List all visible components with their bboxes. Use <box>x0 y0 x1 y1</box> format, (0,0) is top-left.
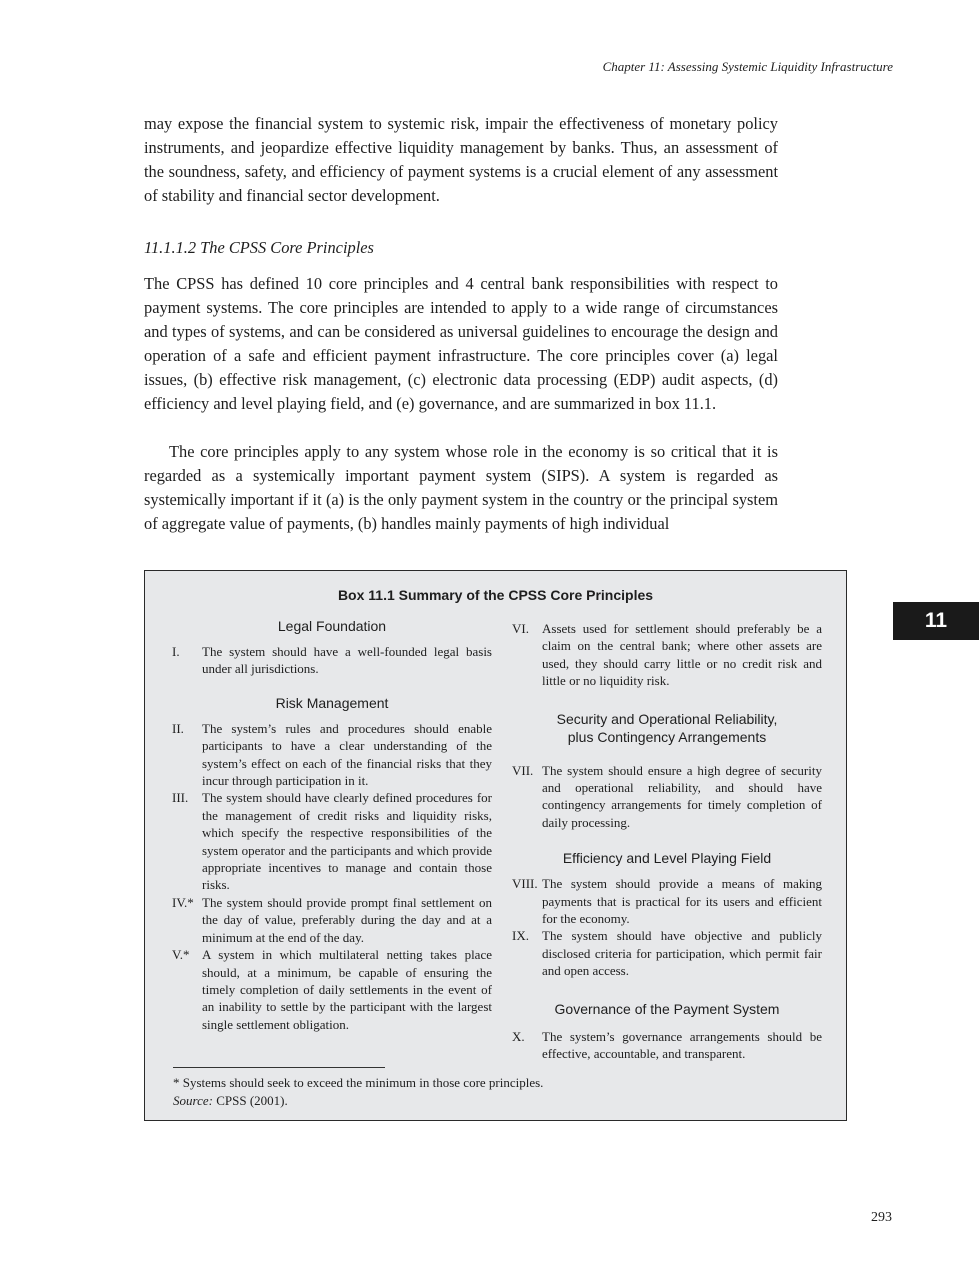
principle-number: III. <box>172 790 189 806</box>
principle-number: VII. <box>512 762 534 778</box>
principle-number: IX. <box>512 928 529 944</box>
subheading-efficiency: Efficiency and Level Playing Field <box>562 850 772 867</box>
principle-item <box>172 789 492 893</box>
principle-number: I. <box>172 644 180 659</box>
principle-text: The system should ensure a high degree of security and operational reliability, and should have contingency arrangements for timely completion of daily processing. <box>542 762 822 830</box>
principle-item <box>172 894 492 946</box>
body-paragraph: The core principles apply to any system whose role in the economy is so critical that it is regarded as a systemically important payment system (SIPS). A system is regarded as systemically important if it (a) is the only payment system in the country or the principal system of aggregate value of payments, (b) handles mainly payments of high individual <box>144 442 778 533</box>
principle-item <box>512 875 822 927</box>
section-heading: 11.1.1.2 The CPSS Core Principles <box>144 238 374 257</box>
chapter-tab: 11 <box>893 602 979 640</box>
principle-item <box>172 946 492 1033</box>
principle-text: The system’s governance arrangements should be effective, accountable, and transparent. <box>542 1028 822 1062</box>
principle-text: The system should provide a means of making payments that is practical for its users and efficient for the economy. <box>542 876 822 927</box>
source-label: Source: <box>173 1093 213 1108</box>
principle-text: The system’s rules and procedures should enable participants to have a clear understanding of the system’s effect on each of the financial risks that they incur through participation in it. <box>202 720 492 789</box>
principle-text: Assets used for settlement should preferably be a claim on the central bank; where other assets are used, they should carry little or no credit risk and little or no liquidity risk. <box>542 621 822 689</box>
page-number: 293 <box>871 1210 892 1225</box>
principle-text: The system should have a well-founded legal basis under all jurisdictions. <box>202 644 492 677</box>
principle-item <box>172 720 492 790</box>
source-line <box>173 1092 288 1109</box>
principle-number: X. <box>512 1028 525 1044</box>
principle-item <box>172 643 492 678</box>
box-title: Box 11.1 Summary of the CPSS Core Principles <box>337 587 654 603</box>
subheading-security: Security and Operational Reliability, <box>556 710 778 727</box>
body-paragraph: may expose the financial system to systemic risk, impair the effectiveness of monetary policy instruments, and jeopardize effective liquidity management by banks. Thus, an assessment of the soundness, safety, and efficiency of payment systems is a crucial element of any assessment of stability and financial sector development. <box>144 114 778 205</box>
principle-item <box>512 620 822 690</box>
principle-item <box>512 762 822 832</box>
subheading-legal-foundation: Legal Foundation <box>277 618 387 634</box>
source-text: CPSS (2001). <box>212 1093 288 1108</box>
running-head: Chapter 11: Assessing Systemic Liquidity Infrastructure <box>602 59 893 74</box>
principle-number: IV.* <box>172 894 194 910</box>
box-left-column <box>172 617 492 1033</box>
footnote: * Systems should seek to exceed the minimum in those core principles. <box>173 1075 544 1090</box>
principle-text: The system should have objective and publicly disclosed criteria for participation, which permit fair and open access. <box>542 928 822 979</box>
principle-text: A system in which multilateral netting takes place should, at a minimum, be capable of ensuring the timely completion of daily settlements in the event of an inability to settle by the participant with the largest single settlement obligation. <box>202 947 492 1032</box>
summary-box <box>144 570 847 1121</box>
principle-item <box>512 1028 822 1063</box>
footnote-divider <box>173 1067 385 1068</box>
subheading-security-line2: plus Contingency Arrangements <box>567 728 767 745</box>
principle-number: VI. <box>512 621 529 636</box>
principle-number: II. <box>172 720 184 736</box>
principle-number: V.* <box>172 947 190 963</box>
subheading-governance: Governance of the Payment System <box>554 1000 780 1017</box>
body-paragraph: The CPSS has defined 10 core principles and 4 central bank responsibilities with respect to payment systems. The core principles are intended to apply to a wide range of circumstances and types of systems, and can be considered as universal guidelines to encourage the design and operation of a safe and efficient payment infrastructure. The core principles cover (a) legal issues, (b) effective risk management, (c) electronic data processing (EDP) audit aspects, (d) efficiency and level playing field, and (e) governance, and are summarized in box 11.1. <box>144 274 778 413</box>
box-right-column <box>512 617 822 1063</box>
principle-text: The system should have clearly defined procedures for the management of credit risks and liquidity risks, which specify the respective responsibilities of the system operator and the participants and which provide appropriate incentives to manage and contain those risks. <box>202 790 492 893</box>
principle-number: VIII. <box>512 876 538 892</box>
subheading-risk-management: Risk Management <box>275 694 389 711</box>
principle-text: The system should provide prompt final settlement on the day of value, preferably during the day and at a minimum at the end of the day. <box>202 894 492 945</box>
principle-item <box>512 927 822 979</box>
